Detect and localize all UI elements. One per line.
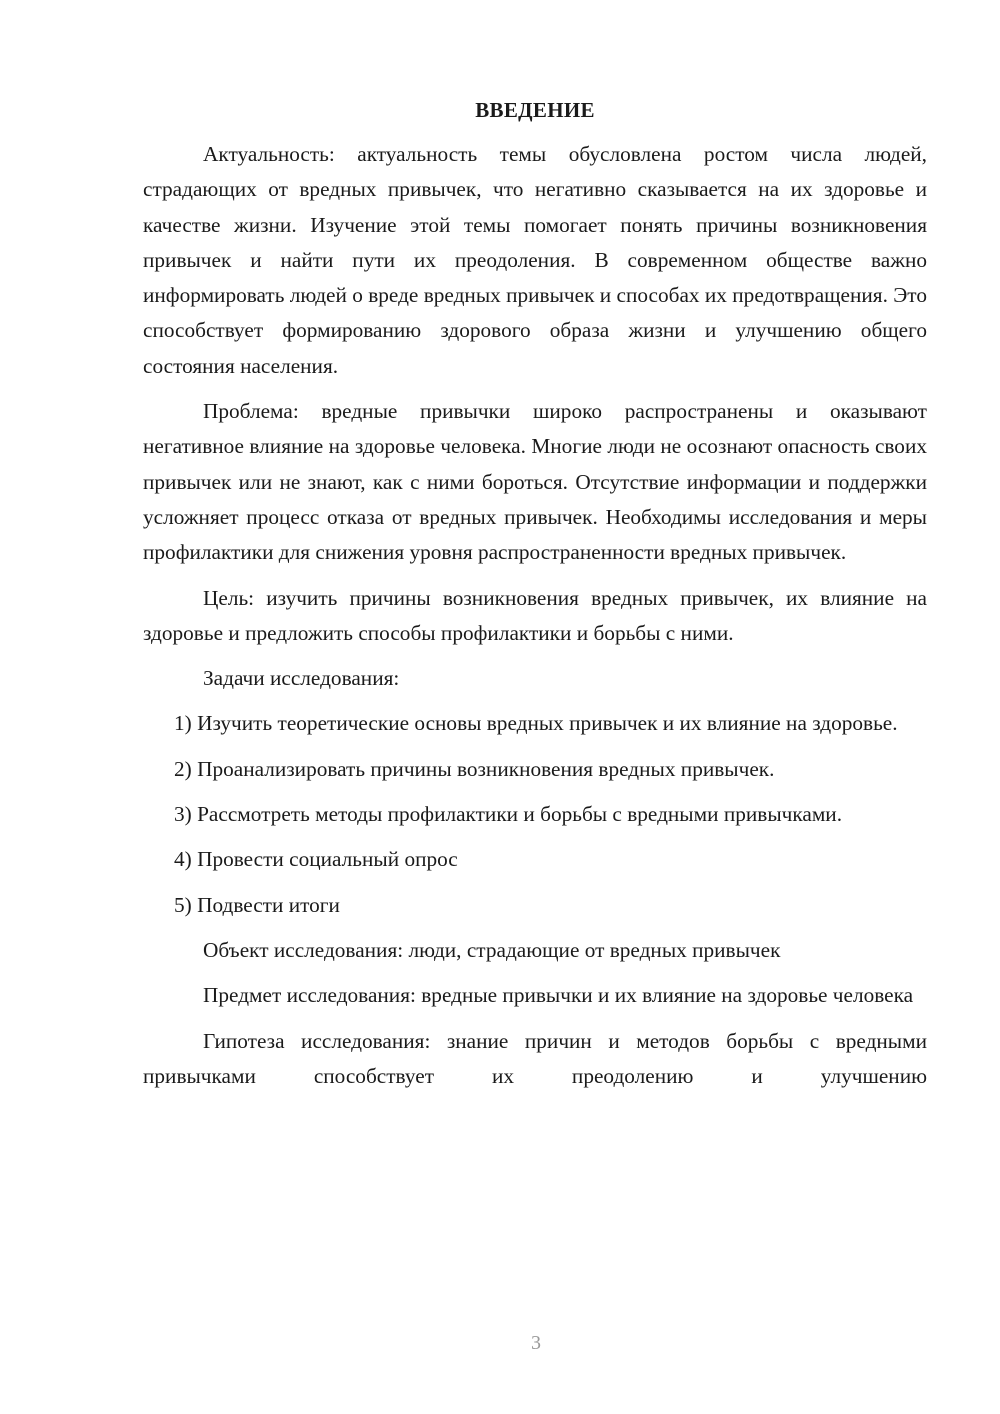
task-item-2: 2) Проанализировать причины возникновения вредных привычек.	[174, 756, 775, 781]
task-item-4: 4) Провести социальный опрос	[174, 847, 458, 872]
paragraph-tasks-heading: Задачи исследования:	[203, 666, 400, 691]
paragraph-subject: Предмет исследования: вредные привычки и их влияние на здоровье человека	[203, 983, 914, 1008]
document-body	[143, 95, 927, 1094]
paragraph-goal: Цель: изучить причины возникновения вредных привычек, их влияние на здоровье и предложить способы профилактики и борьбы с ними.	[143, 585, 927, 645]
task-item-5: 5) Подвести итоги	[174, 892, 340, 917]
paragraph-hypothesis: Гипотеза исследования: знание причин и методов борьбы с вредными привычками способствует их преодолению и улучшению	[143, 1028, 927, 1088]
paragraph-problem: Проблема: вредные привычки широко распространены и оказывают негативное влияние на здоровье человека. Многие люди не осознают опасность своих привычек или не знают, как с ними бороться. Отсутствие информации и поддержки усложняет процесс отказа от вредных привычек. Необходимы исследования и меры профилактики для снижения уровня распространенности вредных привычек.	[143, 399, 927, 565]
task-item-3: 3) Рассмотреть методы профилактики и борьбы с вредными привычками.	[174, 802, 843, 827]
paragraph-object: Объект исследования: люди, страдающие от вредных привычек	[203, 937, 781, 962]
page-title: ВВЕДЕНИЕ	[475, 98, 595, 122]
task-item-1: 1) Изучить теоретические основы вредных привычек и их влияние на здоровье.	[174, 711, 898, 736]
paragraph-relevance: Актуальность: актуальность темы обусловлена ростом числа людей, страдающих от вредных привычек, что негативно сказывается на их здоровье и качестве жизни. Изучение этой темы помогает понять причины возникновения привычек и найти пути их преодоления. В современном обществе важно информировать людей о вреде вредных привычек и способах их предотвращения. Это способствует формированию здорового образа жизни и улучшению общего состояния населения.	[143, 142, 927, 378]
page-number: 3	[531, 1332, 541, 1354]
